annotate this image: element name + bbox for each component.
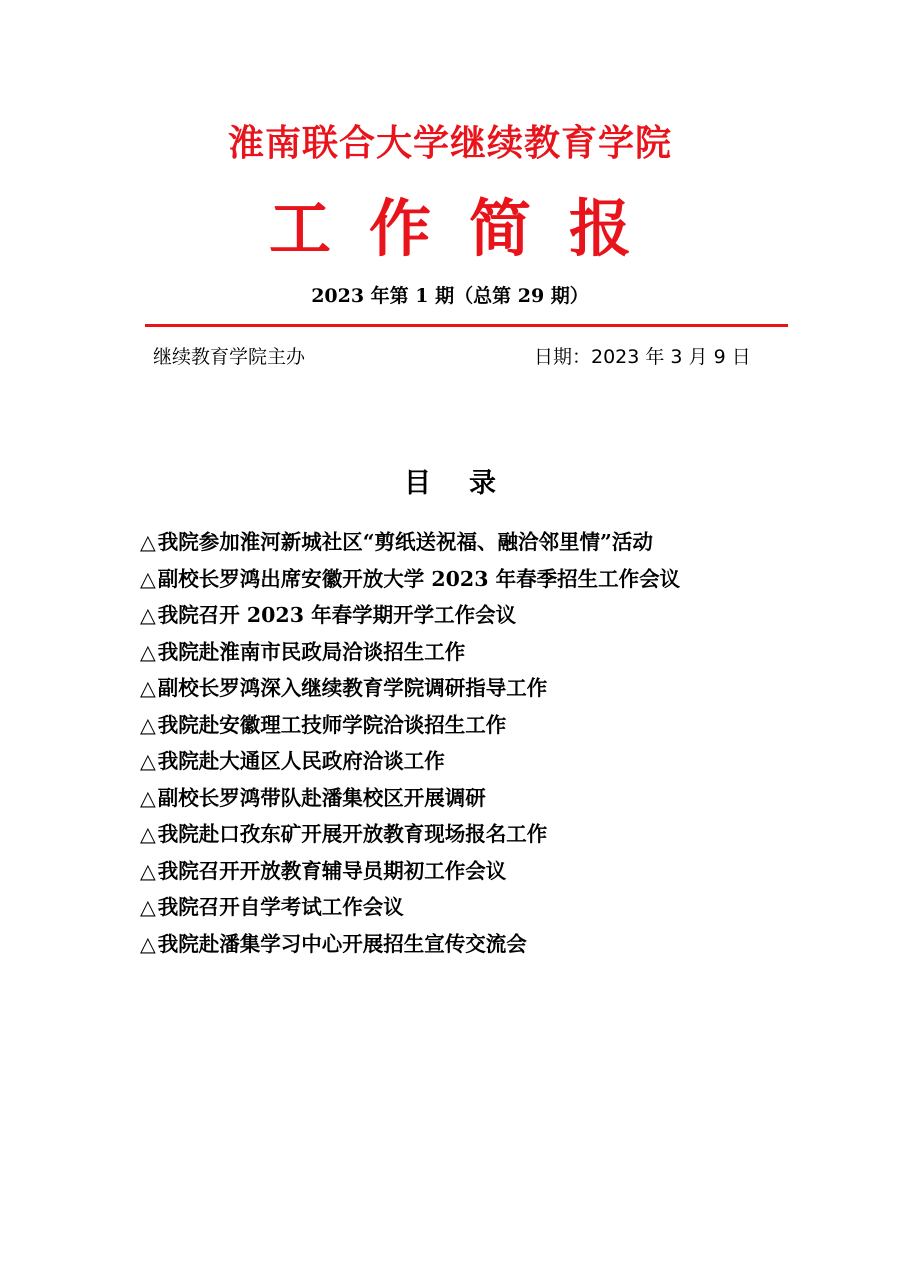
toc-item-text: 我院赴潘集学习中心开展招生宣传交流会 [157, 931, 527, 956]
toc-item [140, 561, 780, 598]
toc-item [140, 634, 780, 671]
bulletin-title: 工作简报 [268, 192, 669, 265]
issue-number: 2023 年第 1 期（总第 29 期） [311, 285, 589, 307]
toc-item-text: 我院赴口孜东矿开展开放教育现场报名工作 [157, 822, 548, 846]
triangle-icon: △ [140, 530, 156, 554]
toc-item-text: 我院召开 2023 年春学期开学工作会议 [157, 603, 517, 627]
toc-item [140, 743, 780, 780]
triangle-icon: △ [140, 603, 156, 627]
toc-item-text: 副校长罗鸿深入继续教育学院调研指导工作 [157, 676, 548, 700]
toc-item [140, 853, 780, 890]
toc-item [140, 780, 780, 817]
toc-heading: 目录 [404, 468, 534, 499]
toc-item-text: 我院召开开放教育辅导员期初工作会议 [157, 858, 507, 883]
toc-item [140, 707, 780, 744]
triangle-icon: △ [140, 822, 156, 846]
toc-item [140, 889, 780, 926]
org-title: 淮南联合大学继续教育学院 [227, 123, 672, 164]
toc-item-text: 我院参加淮河新城社区“剪纸送祝福、融洽邻里情”活动 [157, 530, 653, 554]
toc-list [140, 524, 780, 962]
triangle-icon: △ [140, 676, 156, 700]
triangle-icon: △ [140, 931, 156, 956]
toc-item-text: 副校长罗鸿带队赴潘集校区开展调研 [157, 785, 486, 810]
triangle-icon: △ [140, 639, 156, 664]
toc-item [140, 816, 780, 853]
triangle-icon: △ [140, 858, 156, 883]
toc-item-text: 副校长罗鸿出席安徽开放大学 2023 年春季招生工作会议 [157, 566, 681, 591]
red-divider [145, 324, 788, 327]
toc-item-text: 我院赴淮南市民政局洽谈招生工作 [157, 639, 466, 664]
toc-item [140, 926, 780, 963]
sponsor-line: 继续教育学院主办 [153, 346, 306, 368]
triangle-icon: △ [140, 895, 156, 919]
toc-item-text: 我院召开自学考试工作会议 [157, 895, 404, 919]
triangle-icon: △ [140, 712, 156, 737]
triangle-icon: △ [140, 566, 156, 591]
toc-item-text: 我院赴安徽理工技师学院洽谈招生工作 [157, 712, 507, 737]
toc-item-text: 我院赴大通区人民政府洽谈工作 [157, 749, 445, 773]
toc-item [140, 597, 780, 634]
issue-date: 日期：2023 年 3 月 9 日 [534, 346, 751, 368]
triangle-icon: △ [140, 785, 156, 810]
toc-item [140, 670, 780, 707]
toc-item [140, 524, 780, 561]
triangle-icon: △ [140, 749, 156, 773]
